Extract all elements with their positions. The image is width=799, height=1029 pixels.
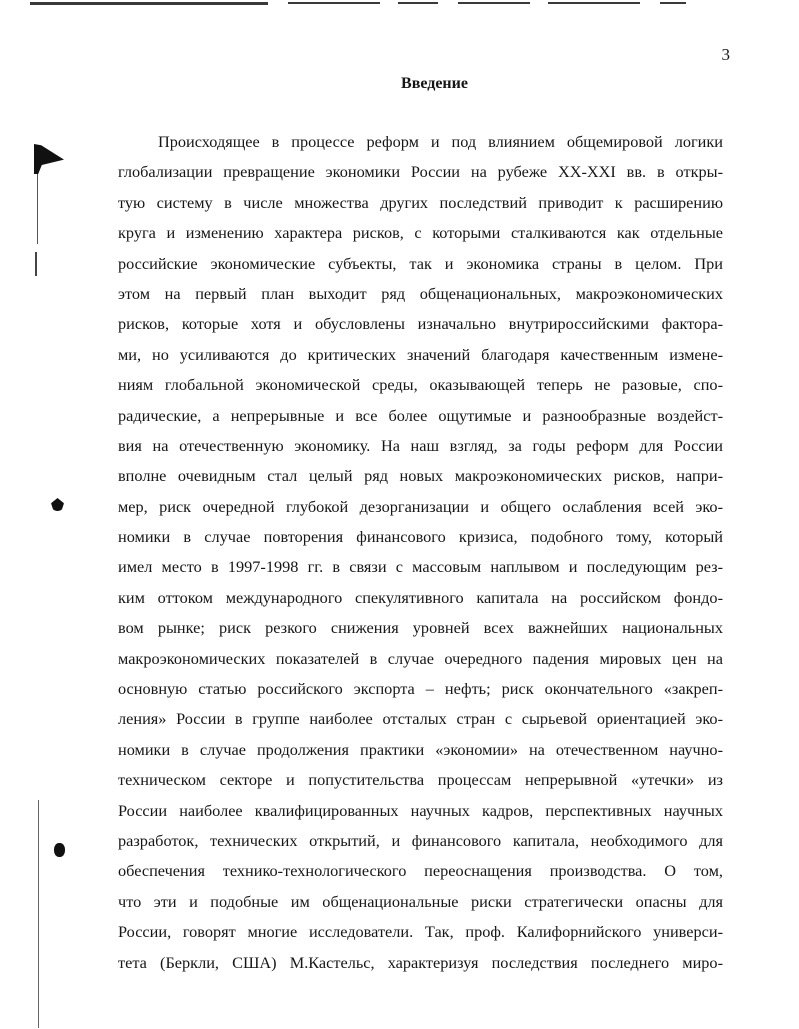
text-line: тую систему в числе множества других последствий приводит к расширению — [118, 192, 723, 212]
scan-top-edge-line — [30, 2, 268, 5]
text-line: Происходящее в процессе реформ и под влиянием общемировой логики — [158, 132, 723, 151]
section-title: Введение — [401, 75, 468, 92]
page-number: 3 — [721, 45, 730, 64]
text-line: ми, но усиливаются до критических значений благодаря качественным измене- — [118, 344, 723, 364]
text-line: ления» России в группе наиболее отсталых стран с сырьевой ориентацией эко- — [118, 709, 723, 729]
scan-left-edge-line — [37, 166, 38, 244]
text-line: этом на первый план выходит ряд общенациональных, макроэкономических — [118, 283, 723, 303]
text-line: ким оттоком международного спекулятивного капитала на российском фондо- — [118, 587, 723, 607]
scan-left-edge-line — [38, 800, 39, 1028]
binder-hole-mark — [34, 144, 64, 174]
text-line: обеспечения технико-технологического переоснащения производства. О том, — [118, 861, 723, 881]
text-line: глобализации превращение экономики России на рубеже XX-XXI вв. в откры- — [118, 162, 723, 182]
text-line: номики в случае повторения финансового кризиса, подобного тому, который — [118, 527, 723, 547]
text-line: круга и изменению характера рисков, с которыми сталкиваются как отдельные — [118, 223, 723, 243]
text-line: разработок, технических открытий, и финансового капитала, необходимого для — [118, 830, 723, 850]
body-paragraph — [118, 131, 723, 982]
text-line: вом рынке; риск резкого снижения уровней всех важнейших национальных — [118, 618, 723, 638]
text-line: основную статью российского экспорта – нефть; риск окончательного «закреп- — [118, 679, 723, 699]
binder-hole-mark — [51, 498, 64, 511]
scan-top-edge-line — [398, 2, 438, 4]
text-line: радические, а непрерывные и все более ощутимые и разнообразные воздейст- — [118, 405, 723, 425]
text-line: номики в случае продолжения практики «экономии» на отечественном научно- — [118, 739, 723, 759]
text-line: вполне очевидным стал целый ряд новых макроэкономических рисков, напри- — [118, 466, 723, 486]
text-line: России наиболее квалифицированных научных кадров, перспективных научных — [118, 800, 723, 820]
text-line: вия на отечественную экономику. На наш взгляд, за годы реформ для России — [118, 435, 723, 455]
text-line: макроэкономических показателей в случае очередного падения мировых цен на — [118, 648, 723, 668]
text-line: России, говорят многие исследователи. Так, проф. Калифорнийского универси- — [118, 922, 723, 942]
text-line: российские экономические субъекты, так и экономика страны в целом. При — [118, 253, 723, 273]
text-line: ниям глобальной экономической среды, оказывающей теперь не разовые, спо- — [118, 375, 723, 395]
scan-left-edge-line — [35, 252, 37, 276]
text-line: имел место в 1997-1998 гг. в связи с массовым наплывом и последующим рез- — [118, 557, 723, 577]
scan-top-edge-line — [288, 2, 380, 4]
text-line: тета (Беркли, США) М.Кастельс, характеризуя последствия последнего миро- — [118, 952, 723, 972]
binder-hole-mark — [54, 843, 65, 857]
text-line: техническом секторе и попустительства процессам непрерывной «утечки» из — [118, 770, 723, 790]
text-line: рисков, которые хотя и обусловлены изначально внутрироссийскими фактора- — [118, 314, 723, 334]
scan-top-edge-line — [548, 2, 640, 4]
text-line: что эти и подобные им общенациональные риски стратегически опасны для — [118, 891, 723, 911]
scan-top-edge-line — [660, 2, 686, 4]
scan-top-edge-line — [458, 2, 530, 4]
text-line: мер, риск очередной глубокой дезорганизации и общего ослабления всей эко- — [118, 496, 723, 516]
